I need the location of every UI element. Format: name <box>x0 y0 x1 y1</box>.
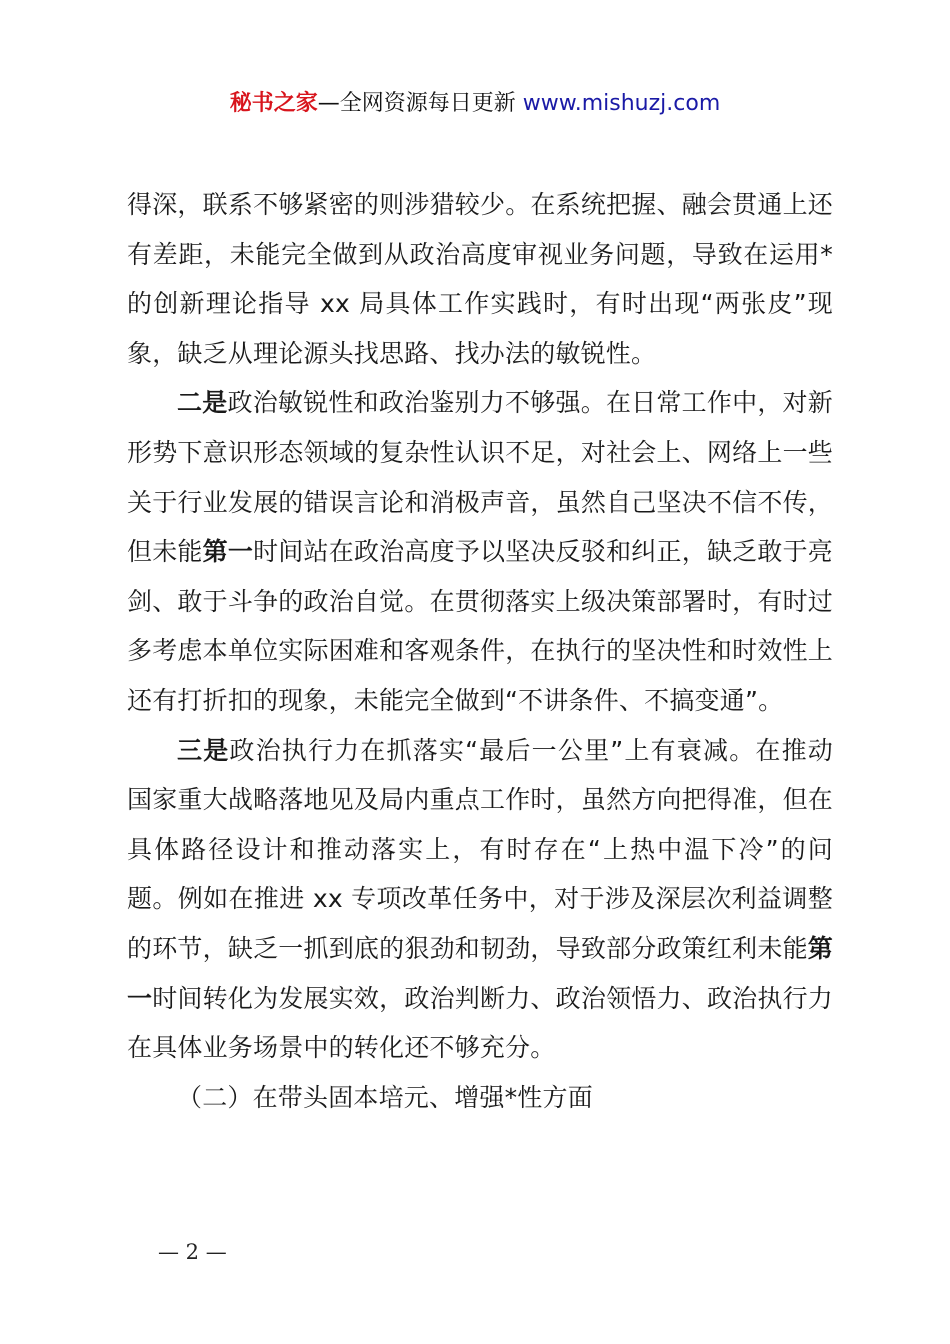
paragraph-3-text-b: 时间转化为发展实效，政治判断力、政治领悟力、政治执行力在具体业务场景中的转化还不够充分。 <box>127 983 833 1063</box>
site-url-link[interactable]: www.mishuzj.com <box>522 91 721 116</box>
paragraph-2-text-a: 政治敏锐性和政治鉴别力不够强。在日常工作中，对新形势下意识形态领域的复杂性认识不足，对社会上、网络上一些关于行业发展的错误言论和消极声音，虽然自己坚决不信不传，但未能 <box>127 388 833 567</box>
page-header <box>0 88 950 120</box>
site-tagline: —全网资源每日更新 <box>317 91 523 116</box>
paragraph-3-text-a: 政治执行力在抓落实“最后一公里”上有衰减。在推动国家重大战略落地见及局内重点工作时，虽然方向把得准，但在具体路径设计和推动落实上，有时存在“上热中温下冷”的问题。例如在推进 xx 专项改革任务中，对于涉及深层次利益调整的环节，缺乏一抓到底的狠劲和韧劲，导致部分政策红利未能 <box>127 735 833 963</box>
paragraph-2-lead: 二是 <box>177 388 228 418</box>
paragraph-3-lead: 三是 <box>177 735 230 765</box>
paragraph-2-bold: 第一 <box>202 537 254 567</box>
paragraph-3-bold: 第一 <box>127 933 833 1013</box>
section-heading: （二）在带头固本培元、增强*性方面 <box>177 1082 593 1112</box>
paragraph-3 <box>127 726 833 1073</box>
paragraph-2-text-b: 时间站在政治高度予以坚决反驳和纠正，缺乏敢于亮剑、敢于斗争的政治自觉。在贯彻落实上级决策部署时，有时过多考虑本单位实际困难和客观条件，在执行的坚决性和时效性上还有打折扣的现象，未能完全做到“不讲条件、不搞变通”。 <box>127 537 834 715</box>
page-number: — 2 — <box>158 1240 227 1264</box>
site-brand: 秘书之家 <box>229 91 318 116</box>
document-body <box>127 180 833 1122</box>
paragraph-2 <box>127 378 833 725</box>
paragraph-1: 得深，联系不够紧密的则涉猎较少。在系统把握、融会贯通上还有差距，未能完全做到从政治高度审视业务问题，导致在运用*的创新理论指导 xx 局具体工作实践时，有时出现“两张皮”现象，缺乏从理论源头找思路、找办法的敏锐性。 <box>127 190 833 368</box>
